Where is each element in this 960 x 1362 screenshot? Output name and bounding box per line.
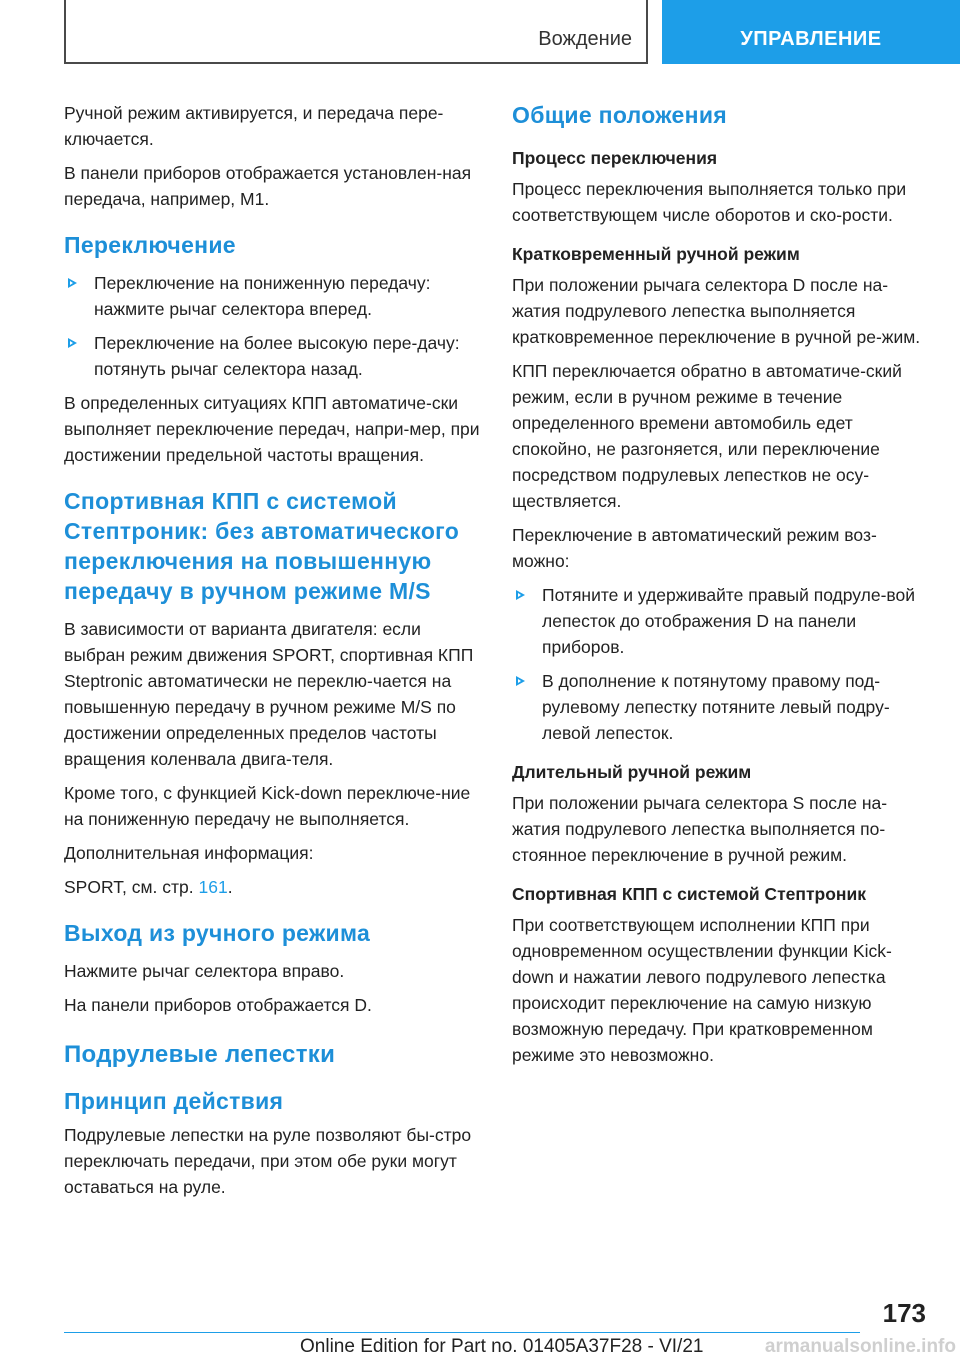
list-item	[512, 668, 932, 746]
header-section-title: Вождение	[538, 28, 632, 50]
paragraph: В определенных ситуациях КПП автоматиче-ски выполняет переключение передач, напри-мер, при достижении предельной частоты вращения.	[64, 393, 480, 465]
page-link[interactable]: 161	[198, 877, 228, 897]
paragraph: Подрулевые лепестки на руле позволяют бы-стро переключать передачи, при этом обе руки могут оставаться на руле.	[64, 1125, 472, 1197]
bullet-triangle-icon	[68, 278, 77, 288]
header-chapter-title: УПРАВЛЕНИЕ	[740, 28, 882, 50]
section-heading-principle: Принцип действия	[64, 1088, 284, 1114]
list-item	[64, 330, 484, 382]
list-item-text: В дополнение к потянутому правому под-рулевому лепестку потяните левый подру-левой лепесток.	[542, 671, 890, 743]
page-number: 173	[882, 1298, 926, 1328]
reference-text: SPORT, см. стр.	[64, 877, 199, 897]
section-heading-sport: Спортивная КПП с системой Стептроник: без автоматического переключения на повышенную передачу в ручном режиме M/S	[64, 488, 460, 604]
paragraph: Нажмите рычаг селектора вправо.	[64, 961, 345, 981]
paragraph: Переключение в автоматический режим воз-можно:	[512, 525, 877, 571]
section-heading-paddles: Подрулевые лепестки	[64, 1041, 336, 1068]
paragraph: При положении рычага селектора D после на-жатия подрулевого лепестка выполняется кратковременное переключение в ручной ре-жим.	[512, 275, 921, 347]
subheading-process: Процесс переключения	[512, 148, 718, 168]
list-item-text: Потяните и удерживайте правый подруле-вой лепесток до отображения D на панели приборов.	[542, 585, 916, 657]
paragraph-reference	[64, 874, 484, 900]
subheading-sport-steptronic: Спортивная КПП с системой Стептроник	[512, 884, 866, 904]
bullet-triangle-icon	[68, 338, 77, 348]
header-chapter-tab[interactable]	[662, 0, 960, 64]
paragraph: Дополнительная информация:	[64, 843, 314, 863]
watermark-text: armanualsonline.info	[764, 1336, 956, 1357]
paragraph: На панели приборов отображается D.	[64, 995, 372, 1015]
paragraph: КПП переключается обратно в автоматиче-ский режим, если в ручном режиме в течение определенного времени автомобиль едет спокойно, не разгоняется, или переключение посредством подрулевых лепестков не осу-ществляется.	[512, 361, 902, 511]
list-item-text: Переключение на более высокую пере-дачу: потянуть рычаг селектора назад.	[94, 333, 460, 379]
left-column	[64, 100, 484, 1208]
section-heading-general: Общие положения	[512, 102, 727, 128]
list-item-text: Переключение на пониженную передачу: нажмите рычаг селектора вперед.	[94, 273, 431, 319]
paragraph: В зависимости от варианта двигателя: если выбран режим движения SPORT, спортивная КПП Steptronic автоматически не переклю-чается на повышенную передачу в ручном режиме M/S по достижении определенных пределов частоты вращения коленвала двига-теля.	[64, 619, 474, 769]
paragraph: При соответствующем исполнении КПП при одновременном осуществлении функции Kick-down и нажатии левого подрулевого лепестка происходит переключение на самую низкую возможную передачу. При кратковременном режиме это невозможно.	[512, 915, 892, 1065]
reference-end: .	[227, 877, 233, 897]
paragraph: При положении рычага селектора S после на-жатия подрулевого лепестка выполняется по-стоянное переключение в ручной режим.	[512, 793, 888, 865]
section-heading-exit: Выход из ручного режима	[64, 920, 371, 946]
bullet-triangle-icon	[516, 676, 525, 686]
section-heading-switch: Переключение	[64, 232, 236, 258]
footer-divider	[64, 1332, 860, 1333]
subheading-short-manual: Кратковременный ручной режим	[512, 244, 800, 264]
header-section-box	[64, 0, 648, 64]
paragraph: Кроме того, с функцией Kick-down переключе-ние на пониженную передачу не выполняется.	[64, 783, 471, 829]
subheading-long-manual: Длительный ручной режим	[512, 762, 752, 782]
paragraph: Ручной режим активируется, и передача пере-ключается.	[64, 103, 444, 149]
right-column	[512, 100, 932, 1076]
bullet-triangle-icon	[516, 590, 525, 600]
paragraph: Процесс переключения выполняется только при соответствующем числе оборотов и ско-рости.	[512, 179, 907, 225]
paragraph: В панели приборов отображается установлен-ная передача, например, M1.	[64, 163, 472, 209]
footer-edition: Online Edition for Part no. 01405A37F28 - VI/21	[300, 1336, 704, 1357]
list-item	[512, 582, 932, 660]
list-item	[64, 270, 484, 322]
